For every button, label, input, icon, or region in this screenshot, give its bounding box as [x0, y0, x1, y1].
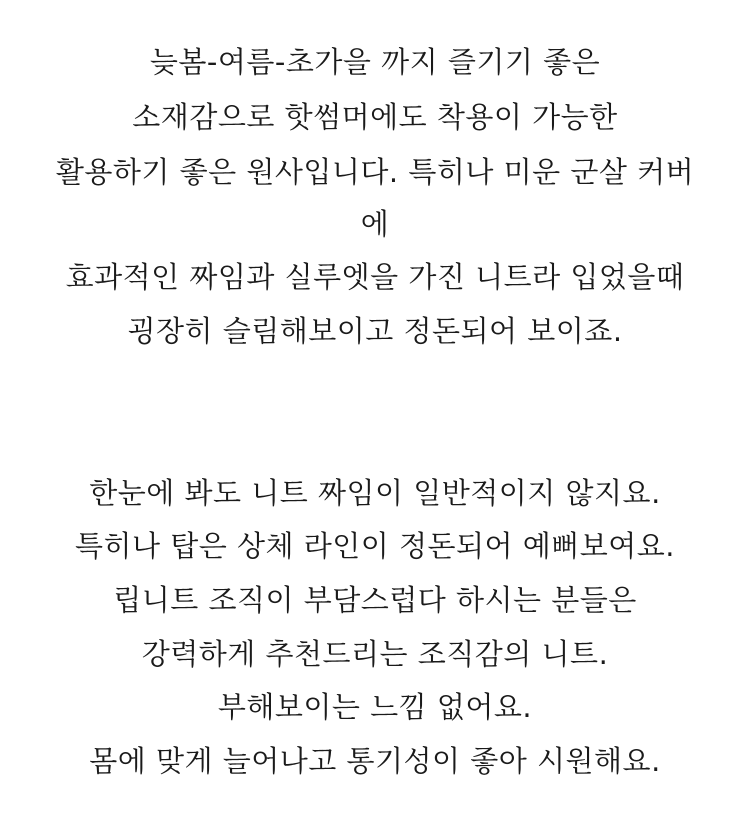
paragraph1-line-4: 에: [360, 207, 390, 241]
paragraph2-line-4: 강력하게 추천드리는 조직감의 니트.: [141, 637, 609, 671]
paragraph2-line-2: 특히나 탑은 상체 라인이 정돈되어 예뻐보여요.: [74, 529, 676, 563]
paragraph2-line-6: 몸에 맞게 늘어나고 통기성이 좋아 시원해요.: [89, 744, 661, 778]
paragraph1-line-2: 소재감으로 핫썸머에도 착용이 가능한: [132, 100, 618, 134]
paragraph2-line-1: 한눈에 봐도 니트 짜임이 일반적이지 않지요.: [89, 476, 661, 510]
paragraph1-line-1: 늦봄-여름-초가을 까지 즐기기 좋은: [149, 45, 601, 79]
paragraph1-line-5: 효과적인 짜임과 실루엣을 가진 니트라 입었을때: [65, 260, 685, 294]
paragraph2-line-5: 부해보이는 느낌 없어요.: [217, 690, 533, 724]
paragraph1-line-6: 굉장히 슬림해보이고 정돈되어 보이죠.: [127, 314, 623, 348]
paragraph2-line-3: 립니트 조직이 부담스럽다 하시는 분들은: [113, 583, 637, 617]
paragraph1-line-3: 활용하기 좋은 원사입니다. 특히나 미운 군살 커버: [55, 155, 695, 189]
